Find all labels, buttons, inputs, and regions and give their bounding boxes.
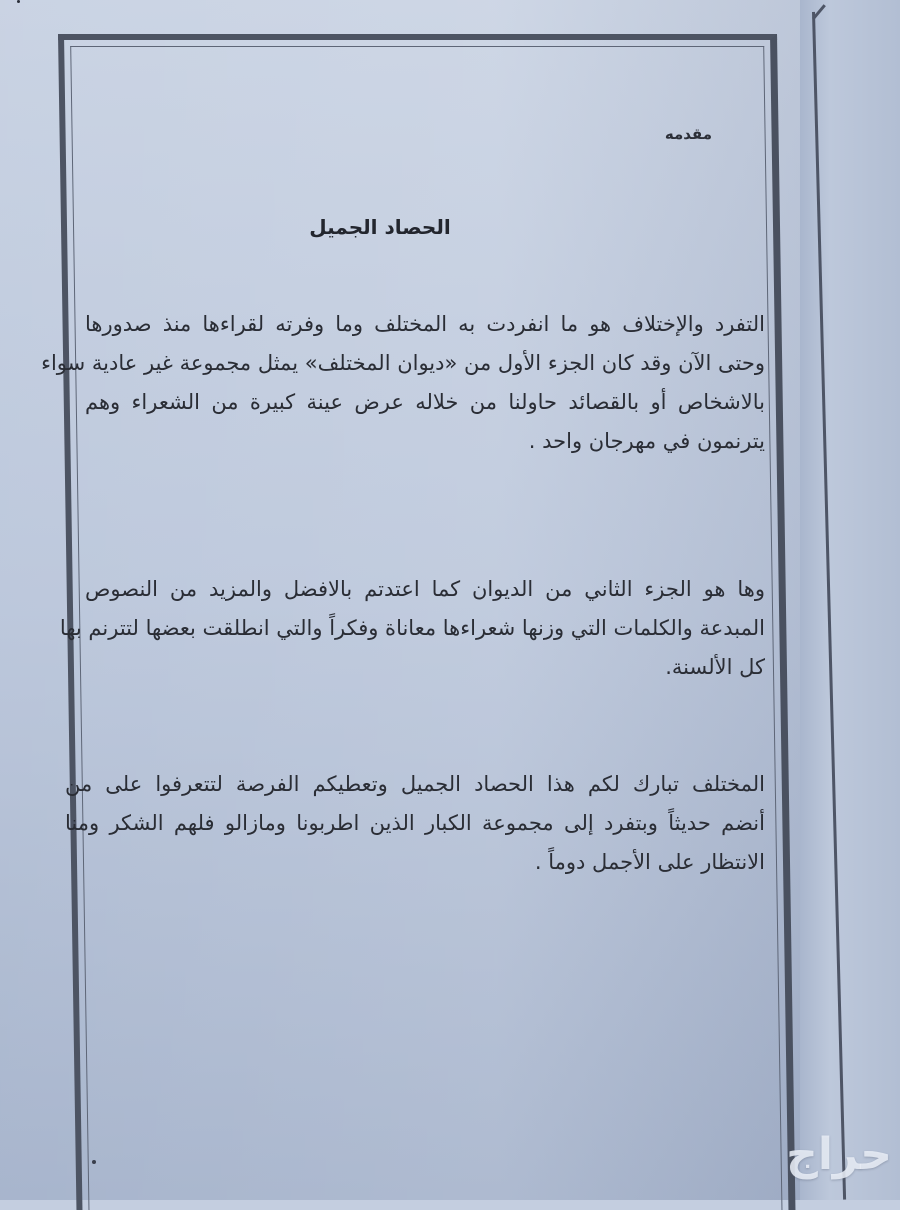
paragraph-line: التفرد والإختلاف هو ما انفردت به المختلف وما وفرته لقراءها منذ صدورها — [85, 312, 765, 336]
paragraph-line: الانتظار على الأجمل دوماً . — [534, 850, 765, 874]
paragraph-line: وها هو الجزء الثاني من الديوان كما اعتدتم بالافضل والمزيد من النصوص — [85, 577, 765, 601]
paragraph-2 — [59, 570, 765, 687]
paragraph-line: كل الألسنة. — [665, 655, 765, 679]
watermark-logo: حراج — [786, 1129, 892, 1180]
paragraph-line: بالاشخاص أو بالقصائد حاولنا من خلاله عرض عينة كبيرة من الشعراء وهم — [85, 390, 765, 414]
paper-speck — [92, 1160, 96, 1164]
section-label: مقدمه — [664, 125, 712, 143]
paragraph-line: أنضم حديثاً وبتفرد إلى مجموعة الكبار الذين اطربونا ومازالو فلهم الشكر ومنا — [65, 811, 765, 835]
paper-speck — [17, 0, 20, 3]
paragraph-line: وحتى الآن وقد كان الجزء الأول من «ديوان المختلف» يمثل مجموعة غير عادية سواء — [41, 351, 765, 375]
paragraph-line: المختلف تبارك لكم هذا الحصاد الجميل وتعطيكم الفرصة لتتعرفوا على من — [65, 772, 765, 796]
paragraph-3 — [65, 765, 765, 882]
next-page-edge — [800, 0, 900, 1200]
paragraph-line: يترنمون في مهرجان واحد . — [528, 429, 765, 453]
paragraph-1 — [41, 305, 765, 461]
paragraph-line: المبدعة والكلمات التي وزنها شعراءها معاناة وفكراً والتي انطلقت بعضها لتترنم بها — [59, 616, 765, 640]
document-title: الحصاد الجميل — [309, 215, 451, 239]
